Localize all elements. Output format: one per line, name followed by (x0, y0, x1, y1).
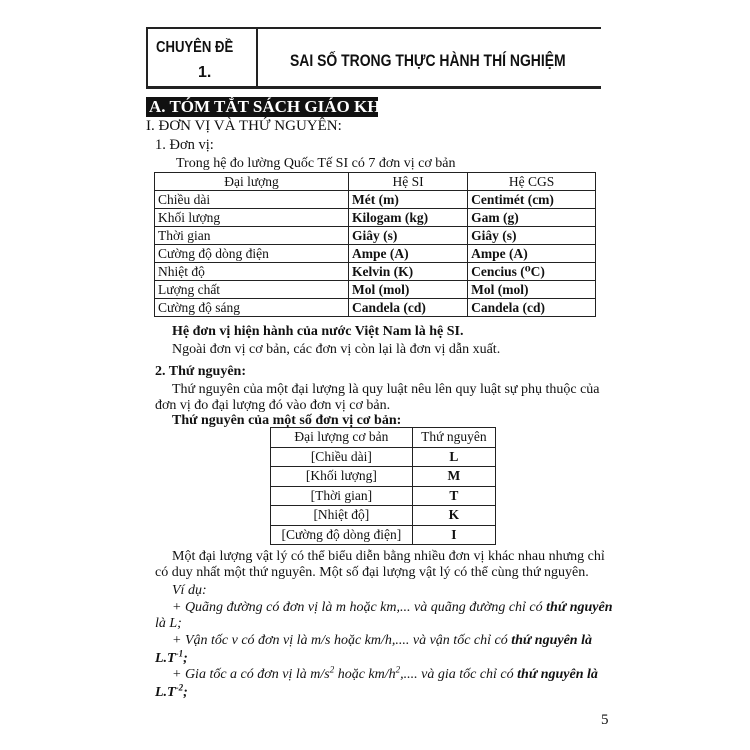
chapter-label-box (148, 29, 258, 86)
table-cell: Candela (cd) (468, 299, 596, 317)
exponent: 2 (395, 664, 401, 675)
section-a-heading: A. TÓM TẮT SÁCH GIÁO KHOA (146, 97, 378, 117)
table-row (271, 506, 496, 526)
subsection-2-heading: 2. Thứ nguyên: (155, 364, 247, 379)
paragraph-line-2: có duy nhất một thứ nguyên. Một số đại lượng vật lý có thể cùng thứ nguyên. (155, 565, 589, 580)
paragraph-line-1: Một đại lượng vật lý có thể biểu diễn bằng nhiều đơn vị khác nhau nhưng chỉ (172, 549, 605, 564)
table-cell: Nhiệt độ (155, 263, 349, 281)
table-header: Thứ nguyên (412, 428, 495, 448)
example-term: thứ nguyên là (517, 667, 598, 682)
table-header: Hệ SI (349, 173, 468, 191)
punctuation: ; (183, 685, 188, 700)
example-text: + Gia tốc a có đơn vị là m/s (172, 667, 330, 682)
table-row (155, 263, 596, 281)
exponent: 2 (329, 664, 335, 675)
table-row (271, 486, 496, 506)
table-cell: [Cường độ dòng điện] (271, 525, 413, 545)
table-cell: I (412, 525, 495, 545)
table-cell: Chiều dài (155, 191, 349, 209)
table-row (271, 525, 496, 545)
table-row (271, 447, 496, 467)
table-cell: L (412, 447, 495, 467)
page-number: 5 (601, 712, 609, 728)
intro-text: Trong hệ đo lường Quốc Tế SI có 7 đơn vị cơ bản (176, 156, 456, 171)
table-cell: Giây (s) (468, 227, 596, 245)
table-cell: Gam (g) (468, 209, 596, 227)
table-row (155, 191, 596, 209)
dimension-formula: L.T (155, 685, 176, 700)
table-row (155, 299, 596, 317)
table-cell: [Thời gian] (271, 486, 413, 506)
example-2-line-1 (172, 632, 592, 649)
example-1-line-2: là L; (155, 616, 182, 631)
example-term: thứ nguyên (546, 600, 613, 615)
table-cell: Lượng chất (155, 281, 349, 299)
table-row (155, 209, 596, 227)
table-cell: Ampe (A) (468, 245, 596, 263)
example-text: + Quãng đường có đơn vị là m hoặc km,... và quãng đường chỉ có (172, 600, 547, 615)
table-cell: M (412, 467, 495, 487)
table-header: Hệ CGS (468, 173, 596, 191)
chapter-header (146, 27, 601, 89)
table-header-row (155, 173, 596, 191)
definition-line-1: Thứ nguyên của một đại lượng là quy luật nêu lên quy luật sự phụ thuộc của (172, 382, 600, 397)
table-cell: Candela (cd) (349, 299, 468, 317)
table-cell: Giây (s) (349, 227, 468, 245)
chapter-label: CHUYÊN ĐỀ (156, 39, 234, 56)
subsection-1-heading: 1. Đơn vị: (155, 137, 214, 153)
table-cell: [Chiều dài] (271, 447, 413, 467)
table-cell: Kilogam (kg) (349, 209, 468, 227)
dimension-caption: Thứ nguyên của một số đơn vị cơ bản: (172, 413, 402, 428)
exponent: -1 (175, 648, 184, 659)
table-row (155, 227, 596, 245)
table-row (271, 467, 496, 487)
table-cell: Kelvin (K) (349, 263, 468, 281)
example-text: + Vận tốc v có đơn vị là m/s hoặc km/h,.... và vận tốc chỉ có (172, 633, 512, 648)
table-cell: [Khối lượng] (271, 467, 413, 487)
chapter-number: 1. (198, 64, 212, 81)
example-3-line-2 (155, 684, 188, 701)
units-table (154, 172, 596, 317)
derived-note: Ngoài đơn vị cơ bản, các đơn vị còn lại là đơn vị dẫn xuất. (172, 342, 501, 357)
table-cell: Mol (mol) (349, 281, 468, 299)
table-header: Đại lượng (155, 173, 349, 191)
table-cell: Cường độ dòng điện (155, 245, 349, 263)
table-cell: Khối lượng (155, 209, 349, 227)
table-header-row (271, 428, 496, 448)
punctuation: ; (183, 651, 188, 666)
definition-line-2: đơn vị đo đại lượng đó vào đơn vị cơ bản. (155, 398, 391, 413)
table-cell: Cường độ sáng (155, 299, 349, 317)
table-cell: Ampe (A) (349, 245, 468, 263)
exponent: -2 (175, 682, 184, 693)
chapter-title: SAI SỐ TRONG THỰC HÀNH THÍ NGHIỆM (290, 51, 566, 70)
table-cell: Mol (mol) (468, 281, 596, 299)
table-header: Đại lượng cơ bản (271, 428, 413, 448)
example-2-line-2 (155, 650, 188, 667)
si-note: Hệ đơn vị hiện hành của nước Việt Nam là hệ SI. (172, 324, 464, 339)
dimension-formula: L.T (155, 651, 176, 666)
example-1-line-1 (172, 599, 613, 616)
table-cell: Thời gian (155, 227, 349, 245)
example-term: thứ nguyên là (511, 633, 592, 648)
table-row (155, 281, 596, 299)
table-row (155, 245, 596, 263)
section-1-heading: I. ĐƠN VỊ VÀ THỨ NGUYÊN: (146, 118, 342, 134)
example-label: Ví dụ: (172, 583, 207, 598)
table-cell: [Nhiệt độ] (271, 506, 413, 526)
table-cell: Centimét (cm) (468, 191, 596, 209)
table-cell: Cencius (⁰C) (468, 263, 596, 281)
example-text: hoặc km/h (334, 667, 396, 682)
example-3-line-1 (172, 666, 598, 683)
table-cell: T (412, 486, 495, 506)
table-cell: K (412, 506, 495, 526)
table-cell: Mét (m) (349, 191, 468, 209)
dimension-table (270, 427, 496, 545)
example-text: ,.... và gia tốc chỉ có (400, 667, 518, 682)
